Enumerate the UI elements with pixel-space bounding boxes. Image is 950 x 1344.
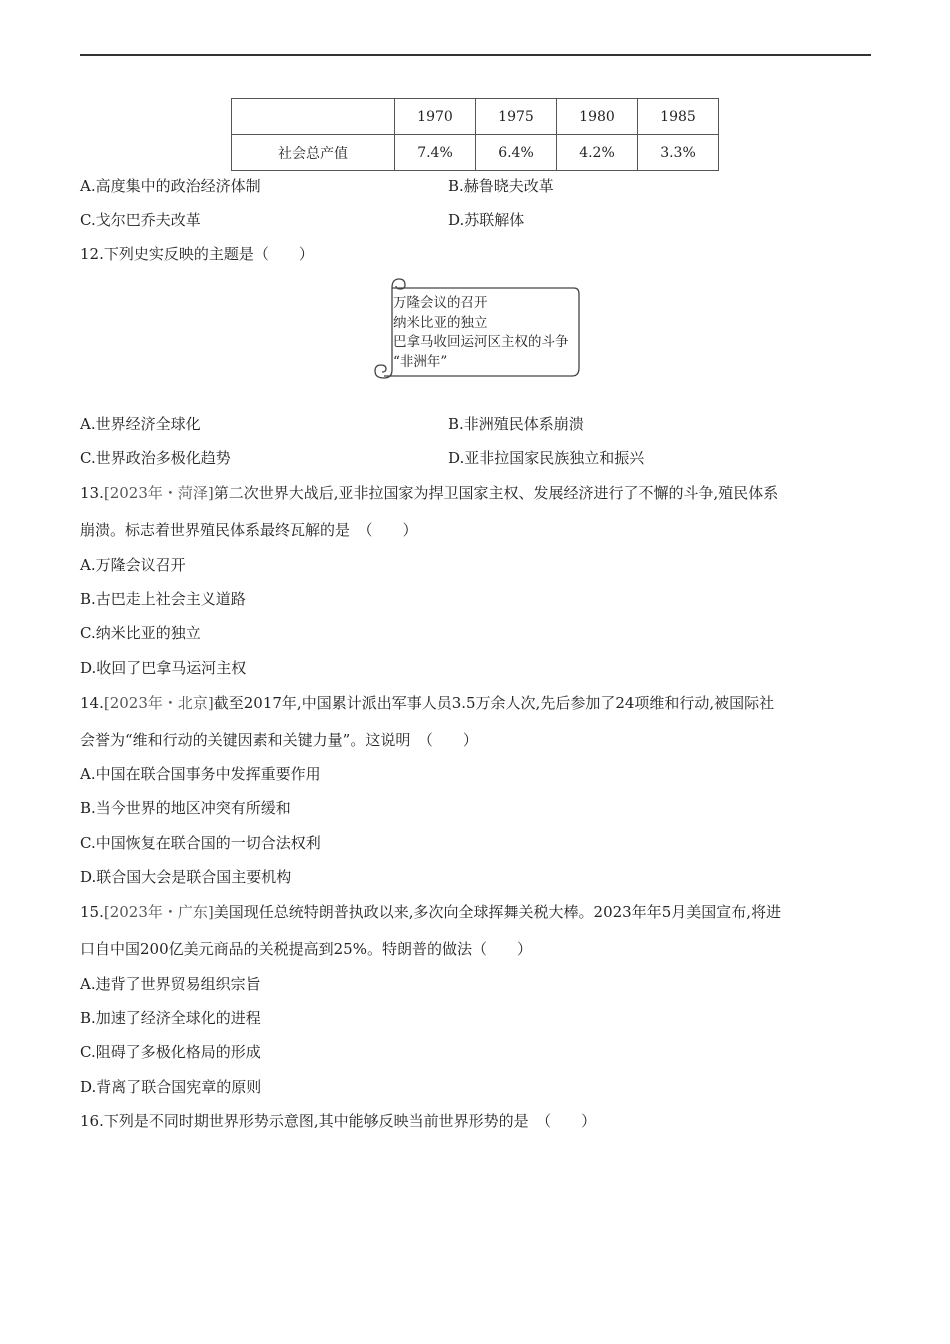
q13-stem-line1 [80, 482, 778, 504]
q13-stem-line2: 崩溃。标志着世界殖民体系最终瓦解的是 （ ） [80, 521, 418, 539]
q14-option-b[interactable]: B.当今世界的地区冲突有所缓和 [80, 799, 291, 817]
q12-option-c[interactable]: C.世界政治多极化趋势 [80, 449, 231, 467]
q13-option-a[interactable]: A.万隆会议召开 [80, 556, 186, 574]
q15-option-b[interactable]: B.加速了经济全球化的进程 [80, 1009, 261, 1027]
gdp-growth-table [231, 98, 719, 171]
table-cell: 6.4% [476, 135, 557, 171]
scroll-item: 纳米比亚的独立 [393, 314, 488, 331]
q13-number: 13. [80, 484, 104, 502]
q12-option-b[interactable]: B.非洲殖民体系崩溃 [448, 415, 584, 433]
q11-option-d[interactable]: D.苏联解体 [448, 211, 525, 229]
table-cell: 社会总产值 [232, 135, 395, 171]
q11-option-b[interactable]: B.赫鲁晓夫改革 [448, 177, 554, 195]
table-cell: 4.2% [557, 135, 638, 171]
q11-option-a[interactable]: A.高度集中的政治经济体制 [80, 177, 261, 195]
table-cell: 3.3% [638, 135, 719, 171]
q14-stem-line1 [80, 692, 774, 714]
q15-stem-line1 [80, 901, 781, 923]
scroll-item: “非洲年” [393, 353, 448, 370]
q12-option-a[interactable]: A.世界经济全球化 [80, 415, 201, 433]
q11-option-c[interactable]: C.戈尔巴乔夫改革 [80, 211, 201, 229]
table-header-cell [232, 99, 395, 135]
q15-stem-line2: 口自中国200亿美元商品的关税提高到25%。特朗普的做法（ ） [80, 940, 532, 958]
q13-stem-text: 第二次世界大战后,亚非拉国家为捍卫国家主权、发展经济进行了不懈的斗争,殖民体系 [213, 484, 779, 502]
q15-option-c[interactable]: C.阻碍了多极化格局的形成 [80, 1043, 261, 1061]
q14-source-tag: [2023年・北京] [103, 694, 214, 712]
table-header-cell: 1985 [638, 99, 719, 135]
q14-stem-line2: 会誉为“维和行动的关键因素和关键力量”。这说明 （ ） [80, 731, 478, 749]
q14-option-d[interactable]: D.联合国大会是联合国主要机构 [80, 868, 292, 886]
q13-option-c[interactable]: C.纳米比亚的独立 [80, 624, 201, 642]
top-rule [80, 54, 871, 56]
table-header-cell: 1975 [476, 99, 557, 135]
q15-source-tag: [2023年・广东] [103, 903, 214, 921]
table-header-cell: 1980 [557, 99, 638, 135]
q12-option-d[interactable]: D.亚非拉国家民族独立和振兴 [448, 449, 645, 467]
q15-option-a[interactable]: A.违背了世界贸易组织宗旨 [80, 975, 261, 993]
q14-option-a[interactable]: A.中国在联合国事务中发挥重要作用 [80, 765, 321, 783]
q13-option-b[interactable]: B.古巴走上社会主义道路 [80, 590, 246, 608]
scroll-text [393, 294, 569, 372]
q14-stem-text: 截至2017年,中国累计派出军事人员3.5万余人次,先后参加了24项维和行动,被国际社 [213, 694, 775, 712]
table-header-row [232, 99, 719, 135]
q12-stem: 12.下列史实反映的主题是（ ） [80, 245, 314, 263]
q13-source-tag: [2023年・菏泽] [103, 484, 214, 502]
table-row [232, 135, 719, 171]
q14-option-c[interactable]: C.中国恢复在联合国的一切合法权利 [80, 834, 321, 852]
scroll-item: 万隆会议的召开 [393, 295, 488, 311]
q13-option-d[interactable]: D.收回了巴拿马运河主权 [80, 659, 247, 677]
q14-number: 14. [80, 694, 104, 712]
q15-option-d[interactable]: D.背离了联合国宪章的原则 [80, 1078, 262, 1096]
scroll-item: 巴拿马收回运河区主权的斗争 [393, 334, 569, 350]
q15-number: 15. [80, 903, 104, 921]
q15-stem-text: 美国现任总统特朗普执政以来,多次向全球挥舞关税大棒。2023年年5月美国宣布,将进 [213, 903, 782, 921]
table-cell: 7.4% [395, 135, 476, 171]
table-header-cell: 1970 [395, 99, 476, 135]
q16-stem: 16.下列是不同时期世界形势示意图,其中能够反映当前世界形势的是 （ ） [80, 1112, 597, 1130]
